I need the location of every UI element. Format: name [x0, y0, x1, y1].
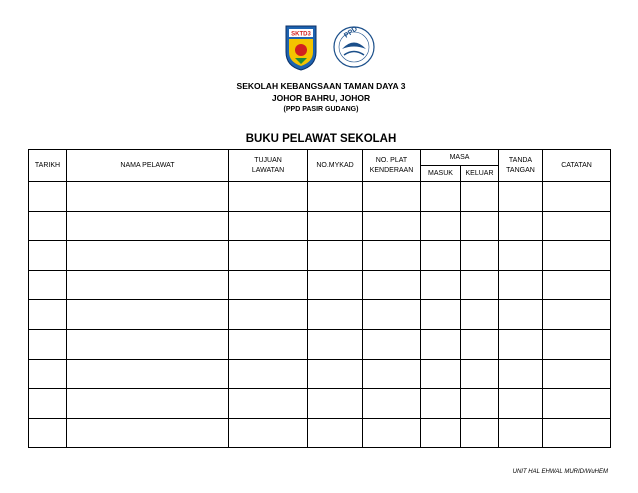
cell-no-mykad[interactable] — [308, 300, 363, 330]
cell-masuk[interactable] — [421, 270, 461, 300]
table-row — [29, 359, 611, 389]
cell-tanda-tangan[interactable] — [499, 359, 543, 389]
cell-no-mykad[interactable] — [308, 182, 363, 212]
col-header-keluar: KELUAR — [461, 166, 499, 182]
cell-no-mykad[interactable] — [308, 359, 363, 389]
cell-tujuan-lawatan[interactable] — [229, 211, 308, 241]
document-title: BUKU PELAWAT SEKOLAH — [245, 133, 397, 145]
cell-no-mykad[interactable] — [308, 211, 363, 241]
tanda-line-2: TANGAN — [506, 166, 535, 174]
school-name: SEKOLAH KEBANGSAAN TAMAN DAYA 3 — [236, 81, 406, 91]
col-header-masuk: MASUK — [421, 166, 461, 182]
cell-catatan[interactable] — [543, 359, 611, 389]
cell-nama-pelawat[interactable] — [67, 329, 229, 359]
cell-nama-pelawat[interactable] — [67, 270, 229, 300]
col-header-tarikh: TARIKH — [29, 150, 67, 182]
cell-tanda-tangan[interactable] — [499, 329, 543, 359]
cell-masuk[interactable] — [421, 300, 461, 330]
sktd3-crest-icon — [286, 26, 316, 70]
cell-tarikh[interactable] — [29, 211, 67, 241]
table-row — [29, 211, 611, 241]
cell-keluar[interactable] — [461, 241, 499, 271]
cell-catatan[interactable] — [543, 300, 611, 330]
cell-tarikh[interactable] — [29, 300, 67, 330]
cell-tanda-tangan[interactable] — [499, 182, 543, 212]
table-row — [29, 329, 611, 359]
cell-no-plat-kenderaan[interactable] — [363, 270, 421, 300]
cell-no-plat-kenderaan[interactable] — [363, 359, 421, 389]
emblem-text: PPD — [343, 25, 359, 40]
table-row — [29, 270, 611, 300]
cell-catatan[interactable] — [543, 389, 611, 419]
cell-nama-pelawat[interactable] — [67, 359, 229, 389]
cell-keluar[interactable] — [461, 359, 499, 389]
cell-nama-pelawat[interactable] — [67, 389, 229, 419]
cell-tanda-tangan[interactable] — [499, 270, 543, 300]
school-city: JOHOR BAHRU, JOHOR — [271, 93, 371, 103]
cell-tujuan-lawatan[interactable] — [229, 182, 308, 212]
cell-tarikh[interactable] — [29, 270, 67, 300]
cell-tarikh[interactable] — [29, 359, 67, 389]
table-row — [29, 300, 611, 330]
cell-nama-pelawat[interactable] — [67, 418, 229, 448]
district-name: (PPD PASIR GUDANG) — [283, 106, 359, 113]
col-header-no-mykad: NO.MYKAD — [308, 150, 363, 182]
cell-tarikh[interactable] — [29, 329, 67, 359]
table-row — [29, 389, 611, 419]
table-row — [29, 182, 611, 212]
cell-no-plat-kenderaan[interactable] — [363, 418, 421, 448]
cell-catatan[interactable] — [543, 418, 611, 448]
crest-text: SKTD3 — [291, 31, 311, 38]
cell-no-plat-kenderaan[interactable] — [363, 300, 421, 330]
cell-no-mykad[interactable] — [308, 241, 363, 271]
tanda-line-1: TANDA — [508, 156, 533, 164]
cell-no-plat-kenderaan[interactable] — [363, 182, 421, 212]
cell-no-mykad[interactable] — [308, 418, 363, 448]
col-header-tujuan-lawatan — [229, 150, 308, 182]
logos — [280, 22, 380, 72]
cell-nama-pelawat[interactable] — [67, 300, 229, 330]
cell-masuk[interactable] — [421, 418, 461, 448]
header-logos — [280, 22, 380, 72]
cell-catatan[interactable] — [543, 211, 611, 241]
tujuan-line-2: LAWATAN — [251, 166, 285, 174]
plat-line-2: KENDERAAN — [369, 166, 414, 174]
cell-tujuan-lawatan[interactable] — [229, 389, 308, 419]
cell-tarikh[interactable] — [29, 241, 67, 271]
cell-no-plat-kenderaan[interactable] — [363, 329, 421, 359]
cell-nama-pelawat[interactable] — [67, 182, 229, 212]
cell-catatan[interactable] — [543, 182, 611, 212]
cell-tarikh[interactable] — [29, 389, 67, 419]
cell-tanda-tangan[interactable] — [499, 211, 543, 241]
cell-keluar[interactable] — [461, 418, 499, 448]
cell-keluar[interactable] — [461, 270, 499, 300]
tujuan-line-1: TUJUAN — [254, 156, 282, 164]
visitor-log-table — [28, 149, 611, 448]
cell-tujuan-lawatan[interactable] — [229, 359, 308, 389]
cell-catatan[interactable] — [543, 270, 611, 300]
col-header-tanda-tangan — [499, 150, 543, 182]
cell-masuk[interactable] — [421, 182, 461, 212]
col-header-catatan: CATATAN — [543, 150, 611, 182]
cell-tujuan-lawatan[interactable] — [229, 270, 308, 300]
col-header-no-plat-kenderaan — [363, 150, 421, 182]
cell-masuk[interactable] — [421, 359, 461, 389]
cell-keluar[interactable] — [461, 329, 499, 359]
cell-tarikh[interactable] — [29, 418, 67, 448]
cell-tanda-tangan[interactable] — [499, 241, 543, 271]
cell-no-mykad[interactable] — [308, 270, 363, 300]
cell-keluar[interactable] — [461, 389, 499, 419]
cell-catatan[interactable] — [543, 241, 611, 271]
cell-tujuan-lawatan[interactable] — [229, 241, 308, 271]
cell-tanda-tangan[interactable] — [499, 418, 543, 448]
col-header-nama-pelawat: NAMA PELAWAT — [67, 150, 229, 182]
footer-note: UNIT HAL EHWAL MURID/WuHEM — [512, 469, 608, 475]
cell-no-plat-kenderaan[interactable] — [363, 211, 421, 241]
col-header-masa: MASA — [421, 150, 499, 166]
cell-tanda-tangan[interactable] — [499, 300, 543, 330]
cell-nama-pelawat[interactable] — [67, 211, 229, 241]
cell-tanda-tangan[interactable] — [499, 389, 543, 419]
cell-no-plat-kenderaan[interactable] — [363, 241, 421, 271]
cell-masuk[interactable] — [421, 329, 461, 359]
cell-tujuan-lawatan[interactable] — [229, 300, 308, 330]
table-body — [29, 182, 611, 448]
ppd-pasir-gudang-emblem-icon — [334, 26, 374, 67]
cell-tarikh[interactable] — [29, 182, 67, 212]
cell-keluar[interactable] — [461, 182, 499, 212]
cell-tujuan-lawatan[interactable] — [229, 418, 308, 448]
cell-keluar[interactable] — [461, 300, 499, 330]
cell-no-plat-kenderaan[interactable] — [363, 389, 421, 419]
cell-tujuan-lawatan[interactable] — [229, 329, 308, 359]
cell-keluar[interactable] — [461, 211, 499, 241]
cell-masuk[interactable] — [421, 389, 461, 419]
cell-masuk[interactable] — [421, 211, 461, 241]
cell-catatan[interactable] — [543, 329, 611, 359]
cell-no-mykad[interactable] — [308, 389, 363, 419]
plat-line-1: NO. PLAT — [375, 156, 408, 164]
table-row — [29, 418, 611, 448]
cell-nama-pelawat[interactable] — [67, 241, 229, 271]
cell-masuk[interactable] — [421, 241, 461, 271]
table-row — [29, 241, 611, 271]
cell-no-mykad[interactable] — [308, 329, 363, 359]
